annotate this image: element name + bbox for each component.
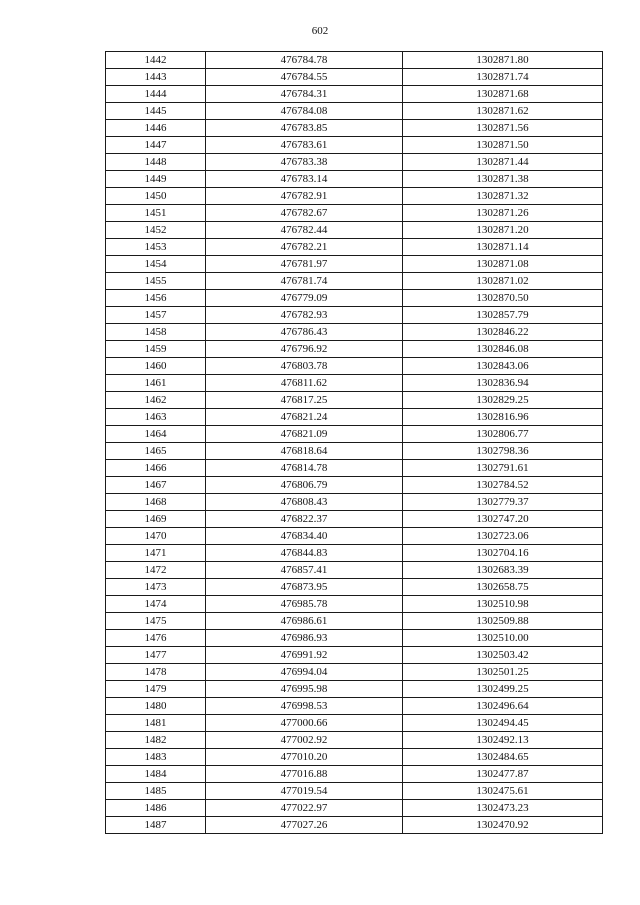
y-coordinate-cell: 1302503.42 <box>403 647 603 664</box>
y-coordinate-cell: 1302683.39 <box>403 562 603 579</box>
table-row <box>106 409 603 426</box>
y-coordinate-cell: 1302510.98 <box>403 596 603 613</box>
point-number-cell: 1478 <box>106 664 206 681</box>
table-row <box>106 52 603 69</box>
point-number-cell: 1468 <box>106 494 206 511</box>
x-coordinate-cell: 476986.61 <box>206 613 403 630</box>
table-row <box>106 766 603 783</box>
table-row <box>106 800 603 817</box>
table-row <box>106 817 603 834</box>
x-coordinate-cell: 476782.93 <box>206 307 403 324</box>
table-row <box>106 426 603 443</box>
y-coordinate-cell: 1302871.56 <box>403 120 603 137</box>
x-coordinate-cell: 476796.92 <box>206 341 403 358</box>
table-row <box>106 749 603 766</box>
table-row <box>106 205 603 222</box>
x-coordinate-cell: 476784.55 <box>206 69 403 86</box>
point-number-cell: 1486 <box>106 800 206 817</box>
table-row <box>106 579 603 596</box>
y-coordinate-cell: 1302871.44 <box>403 154 603 171</box>
point-number-cell: 1479 <box>106 681 206 698</box>
point-number-cell: 1460 <box>106 358 206 375</box>
x-coordinate-cell: 476857.41 <box>206 562 403 579</box>
table-row <box>106 69 603 86</box>
y-coordinate-cell: 1302473.23 <box>403 800 603 817</box>
table-row <box>106 375 603 392</box>
point-number-cell: 1457 <box>106 307 206 324</box>
y-coordinate-cell: 1302871.20 <box>403 222 603 239</box>
x-coordinate-cell: 476998.53 <box>206 698 403 715</box>
table-row <box>106 273 603 290</box>
y-coordinate-cell: 1302857.79 <box>403 307 603 324</box>
y-coordinate-cell: 1302829.25 <box>403 392 603 409</box>
x-coordinate-cell: 476834.40 <box>206 528 403 545</box>
table-row <box>106 460 603 477</box>
y-coordinate-cell: 1302477.87 <box>403 766 603 783</box>
y-coordinate-cell: 1302871.08 <box>403 256 603 273</box>
table-row <box>106 494 603 511</box>
table-row <box>106 171 603 188</box>
x-coordinate-cell: 476808.43 <box>206 494 403 511</box>
y-coordinate-cell: 1302784.52 <box>403 477 603 494</box>
x-coordinate-cell: 476782.21 <box>206 239 403 256</box>
table-row <box>106 137 603 154</box>
x-coordinate-cell: 476818.64 <box>206 443 403 460</box>
y-coordinate-cell: 1302871.38 <box>403 171 603 188</box>
x-coordinate-cell: 476873.95 <box>206 579 403 596</box>
point-number-cell: 1449 <box>106 171 206 188</box>
point-number-cell: 1448 <box>106 154 206 171</box>
table-row <box>106 120 603 137</box>
point-number-cell: 1463 <box>106 409 206 426</box>
point-number-cell: 1462 <box>106 392 206 409</box>
x-coordinate-cell: 476995.98 <box>206 681 403 698</box>
y-coordinate-cell: 1302791.61 <box>403 460 603 477</box>
x-coordinate-cell: 477027.26 <box>206 817 403 834</box>
point-number-cell: 1443 <box>106 69 206 86</box>
point-number-cell: 1469 <box>106 511 206 528</box>
table-row <box>106 732 603 749</box>
point-number-cell: 1450 <box>106 188 206 205</box>
point-number-cell: 1484 <box>106 766 206 783</box>
table-row <box>106 443 603 460</box>
table-row <box>106 664 603 681</box>
point-number-cell: 1455 <box>106 273 206 290</box>
x-coordinate-cell: 476844.83 <box>206 545 403 562</box>
x-coordinate-cell: 476783.61 <box>206 137 403 154</box>
y-coordinate-cell: 1302492.13 <box>403 732 603 749</box>
point-number-cell: 1470 <box>106 528 206 545</box>
point-number-cell: 1475 <box>106 613 206 630</box>
y-coordinate-cell: 1302779.37 <box>403 494 603 511</box>
y-coordinate-cell: 1302747.20 <box>403 511 603 528</box>
table-row <box>106 154 603 171</box>
table-row <box>106 341 603 358</box>
x-coordinate-cell: 476784.78 <box>206 52 403 69</box>
y-coordinate-cell: 1302496.64 <box>403 698 603 715</box>
y-coordinate-cell: 1302871.02 <box>403 273 603 290</box>
x-coordinate-cell: 476784.08 <box>206 103 403 120</box>
table-row <box>106 222 603 239</box>
table-row <box>106 528 603 545</box>
x-coordinate-cell: 477022.97 <box>206 800 403 817</box>
table-row <box>106 698 603 715</box>
x-coordinate-cell: 476814.78 <box>206 460 403 477</box>
point-number-cell: 1451 <box>106 205 206 222</box>
table-row <box>106 188 603 205</box>
y-coordinate-cell: 1302871.80 <box>403 52 603 69</box>
y-coordinate-cell: 1302499.25 <box>403 681 603 698</box>
table-row <box>106 477 603 494</box>
point-number-cell: 1459 <box>106 341 206 358</box>
x-coordinate-cell: 477000.66 <box>206 715 403 732</box>
point-number-cell: 1445 <box>106 103 206 120</box>
coordinates-table <box>105 51 603 834</box>
x-coordinate-cell: 476783.38 <box>206 154 403 171</box>
y-coordinate-cell: 1302510.00 <box>403 630 603 647</box>
point-number-cell: 1482 <box>106 732 206 749</box>
y-coordinate-cell: 1302871.62 <box>403 103 603 120</box>
page-number: 602 <box>311 25 329 37</box>
table-row <box>106 307 603 324</box>
x-coordinate-cell: 476803.78 <box>206 358 403 375</box>
x-coordinate-cell: 476779.09 <box>206 290 403 307</box>
table-row <box>106 239 603 256</box>
point-number-cell: 1476 <box>106 630 206 647</box>
table-row <box>106 783 603 800</box>
x-coordinate-cell: 476991.92 <box>206 647 403 664</box>
x-coordinate-cell: 476782.44 <box>206 222 403 239</box>
table-row <box>106 562 603 579</box>
point-number-cell: 1471 <box>106 545 206 562</box>
point-number-cell: 1481 <box>106 715 206 732</box>
x-coordinate-cell: 476822.37 <box>206 511 403 528</box>
table-row <box>106 103 603 120</box>
y-coordinate-cell: 1302836.94 <box>403 375 603 392</box>
y-coordinate-cell: 1302846.08 <box>403 341 603 358</box>
x-coordinate-cell: 476994.04 <box>206 664 403 681</box>
x-coordinate-cell: 476821.24 <box>206 409 403 426</box>
x-coordinate-cell: 476782.67 <box>206 205 403 222</box>
coordinates-table-body <box>106 52 603 834</box>
point-number-cell: 1458 <box>106 324 206 341</box>
table-row <box>106 545 603 562</box>
point-number-cell: 1454 <box>106 256 206 273</box>
table-row <box>106 715 603 732</box>
x-coordinate-cell: 476781.74 <box>206 273 403 290</box>
point-number-cell: 1474 <box>106 596 206 613</box>
y-coordinate-cell: 1302871.50 <box>403 137 603 154</box>
x-coordinate-cell: 476821.09 <box>206 426 403 443</box>
x-coordinate-cell: 476806.79 <box>206 477 403 494</box>
point-number-cell: 1473 <box>106 579 206 596</box>
table-row <box>106 392 603 409</box>
table-row <box>106 596 603 613</box>
x-coordinate-cell: 477010.20 <box>206 749 403 766</box>
table-row <box>106 290 603 307</box>
y-coordinate-cell: 1302871.14 <box>403 239 603 256</box>
y-coordinate-cell: 1302658.75 <box>403 579 603 596</box>
y-coordinate-cell: 1302723.06 <box>403 528 603 545</box>
x-coordinate-cell: 476786.43 <box>206 324 403 341</box>
point-number-cell: 1466 <box>106 460 206 477</box>
point-number-cell: 1442 <box>106 52 206 69</box>
y-coordinate-cell: 1302806.77 <box>403 426 603 443</box>
table-row <box>106 358 603 375</box>
point-number-cell: 1487 <box>106 817 206 834</box>
table-row <box>106 511 603 528</box>
x-coordinate-cell: 476986.93 <box>206 630 403 647</box>
table-row <box>106 86 603 103</box>
point-number-cell: 1464 <box>106 426 206 443</box>
point-number-cell: 1467 <box>106 477 206 494</box>
x-coordinate-cell: 477019.54 <box>206 783 403 800</box>
point-number-cell: 1452 <box>106 222 206 239</box>
y-coordinate-cell: 1302509.88 <box>403 613 603 630</box>
point-number-cell: 1483 <box>106 749 206 766</box>
table-row <box>106 681 603 698</box>
point-number-cell: 1485 <box>106 783 206 800</box>
table-row <box>106 630 603 647</box>
y-coordinate-cell: 1302871.74 <box>403 69 603 86</box>
y-coordinate-cell: 1302494.45 <box>403 715 603 732</box>
point-number-cell: 1447 <box>106 137 206 154</box>
point-number-cell: 1480 <box>106 698 206 715</box>
x-coordinate-cell: 476781.97 <box>206 256 403 273</box>
y-coordinate-cell: 1302798.36 <box>403 443 603 460</box>
y-coordinate-cell: 1302816.96 <box>403 409 603 426</box>
y-coordinate-cell: 1302501.25 <box>403 664 603 681</box>
point-number-cell: 1446 <box>106 120 206 137</box>
x-coordinate-cell: 476817.25 <box>206 392 403 409</box>
point-number-cell: 1461 <box>106 375 206 392</box>
y-coordinate-cell: 1302704.16 <box>403 545 603 562</box>
y-coordinate-cell: 1302871.26 <box>403 205 603 222</box>
y-coordinate-cell: 1302470.92 <box>403 817 603 834</box>
table-row <box>106 324 603 341</box>
y-coordinate-cell: 1302843.06 <box>403 358 603 375</box>
point-number-cell: 1477 <box>106 647 206 664</box>
x-coordinate-cell: 476783.85 <box>206 120 403 137</box>
x-coordinate-cell: 476782.91 <box>206 188 403 205</box>
y-coordinate-cell: 1302475.61 <box>403 783 603 800</box>
point-number-cell: 1456 <box>106 290 206 307</box>
x-coordinate-cell: 476811.62 <box>206 375 403 392</box>
x-coordinate-cell: 476783.14 <box>206 171 403 188</box>
point-number-cell: 1444 <box>106 86 206 103</box>
x-coordinate-cell: 477016.88 <box>206 766 403 783</box>
point-number-cell: 1453 <box>106 239 206 256</box>
x-coordinate-cell: 477002.92 <box>206 732 403 749</box>
y-coordinate-cell: 1302484.65 <box>403 749 603 766</box>
y-coordinate-cell: 1302871.32 <box>403 188 603 205</box>
table-row <box>106 613 603 630</box>
point-number-cell: 1472 <box>106 562 206 579</box>
x-coordinate-cell: 476985.78 <box>206 596 403 613</box>
y-coordinate-cell: 1302871.68 <box>403 86 603 103</box>
y-coordinate-cell: 1302870.50 <box>403 290 603 307</box>
y-coordinate-cell: 1302846.22 <box>403 324 603 341</box>
point-number-cell: 1465 <box>106 443 206 460</box>
x-coordinate-cell: 476784.31 <box>206 86 403 103</box>
table-row <box>106 647 603 664</box>
table-row <box>106 256 603 273</box>
